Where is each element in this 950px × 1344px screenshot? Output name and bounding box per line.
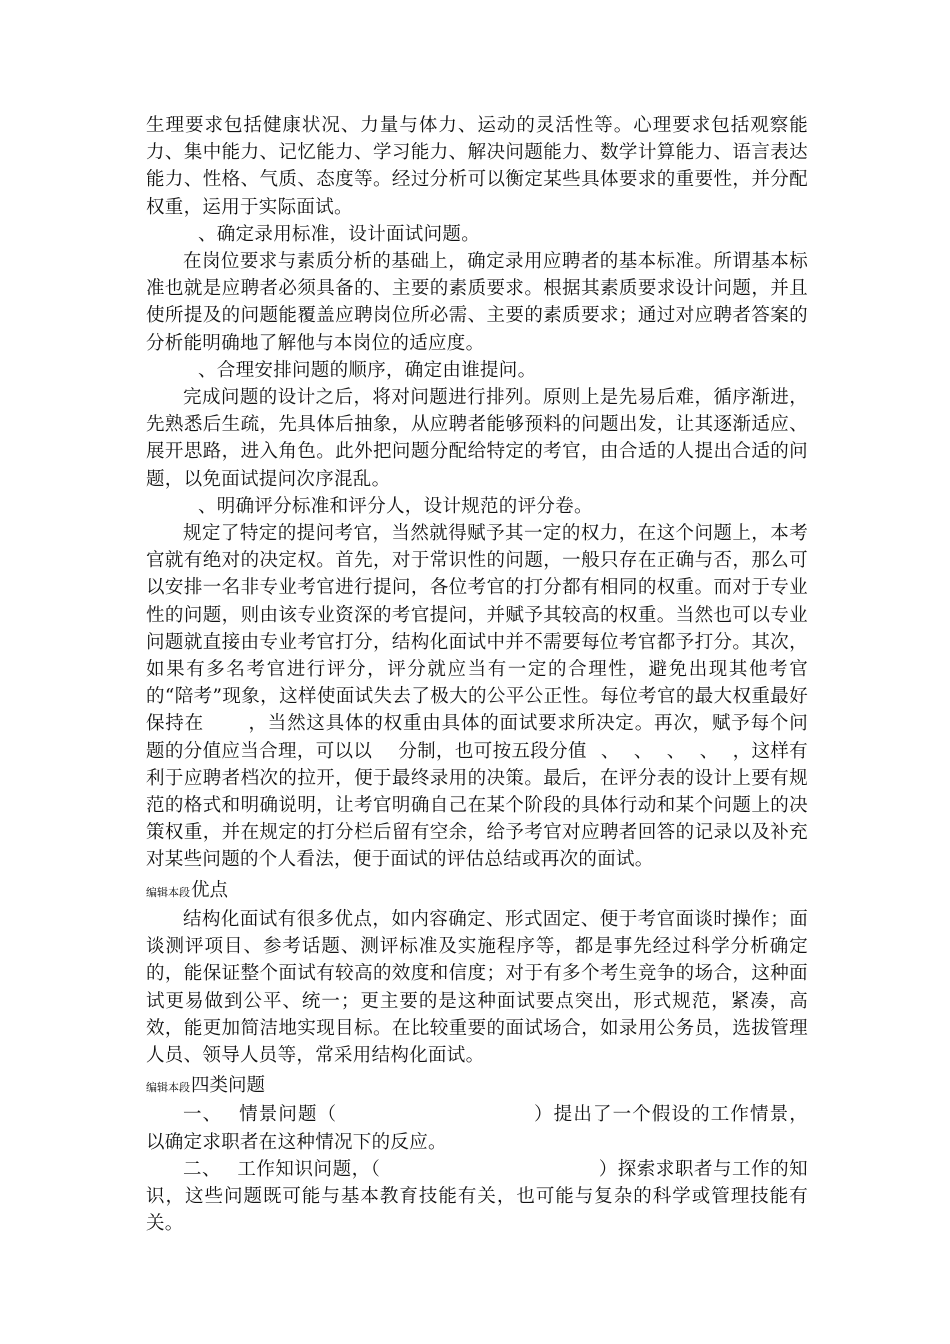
section-heading-advantages (146, 874, 808, 906)
paragraph-criteria: 在岗位要求与素质分析的基础上，确定录用应聘者的基本标准。所谓基本标准也就是应聘者必须具备的、主要的素质要求。根据其素质要求设计问题，并且使所提及的问题能覆盖应聘岗位所必需、主要的素质要求；通过对应聘者答案的分析能明确地了解他与本岗位的适应度。 (146, 251, 808, 354)
question-description: ）探索求职者与工作的知识，这些问题既可能与基本教育技能有关，也可能与复杂的科学或管理技能有关。 (146, 1158, 808, 1235)
paragraph-requirements: 生理要求包括健康状况、力量与体力、运动的灵活性等。心理要求包括观察能力、集中能力、记忆能力、学习能力、解决问题能力、数学计算能力、语言表达能力、性格、气质、态度等。经过分析可以衡定某些具体要求的重要性，并分配权重，运用于实际面试。 (146, 115, 808, 218)
section-heading-four-questions (146, 1069, 808, 1101)
section-title-four-questions: 四类问题 (191, 1075, 266, 1097)
question-description: ）提出了一个假设的工作情景，以确定求职者在这种情况下的反应。 (146, 1104, 808, 1153)
question-label: 情景问题（ (238, 1104, 338, 1126)
scoring-sep-3: 、 (666, 740, 686, 762)
paragraph-order: 完成问题的设计之后，将对问题进行排列。原则上是先易后难，循序渐进，先熟悉后生疏，先具体后抽象，从应聘者能够预料的问题出发，让其逐渐适应、展开思路，进入角色。此外把问题分配给特定的考官，由合适的人提出合适的问题，以免面试提问次序混乱。 (146, 387, 808, 490)
question-number: 一、 (183, 1104, 223, 1126)
question-number: 二、 (183, 1158, 222, 1180)
scoring-sep-2: 、 (633, 740, 653, 762)
edit-section-link[interactable]: 编辑本段 (146, 885, 190, 899)
scoring-sep-1: 、 (600, 740, 620, 762)
question-type-job-knowledge (146, 1156, 808, 1238)
scoring-sep-4: 、 (699, 740, 719, 762)
scoring-text-c: 分制，也可按五段分值 (398, 740, 587, 762)
step-heading-criteria: 、确定录用标准，设计面试问题。 (198, 223, 481, 245)
edit-section-link[interactable]: 编辑本段 (146, 1081, 190, 1095)
paragraph-scoring (146, 520, 808, 874)
scoring-text-b: ，当然这具体的权重由具体的面试要求所决定。再次，赋予每个问题的分值应当合理，可以以 (146, 713, 808, 762)
question-label: 工作知识问题，（ (237, 1158, 381, 1180)
step-heading-scoring: 、明确评分标准和评分人，设计规范的评分卷。 (198, 495, 593, 517)
paragraph-advantages: 结构化面试有很多优点，如内容确定、形式固定、便于考官面谈时操作；面谈测评项目、参考话题、测评标准及实施程序等，都是事先经过科学分析确定的，能保证整个面试有较高的效度和信度；对于有多个考生竞争的场合，这种面试更易做到公平、统一；更主要的是这种面试要点突出，形式规范，紧凑，高效，能更加简洁地实现目标。在比较重要的面试场合，如录用公务员，选拔管理人员、领导人员等，常采用结构化面试。 (146, 908, 808, 1066)
section-title-advantages: 优点 (191, 879, 229, 901)
question-type-situational (146, 1101, 808, 1155)
step-heading-order: 、合理安排问题的顺序，确定由谁提问。 (198, 359, 537, 381)
scoring-text-a: 规定了特定的提问考官，当然就得赋予其一定的权力，在这个问题上，本考官就有绝对的决定权。首先，对于常识性的问题，一般只存在正确与否，那么可以安排一名非专业考官进行提问，各位考官的打分都有相同的权重。而对于专业性的问题，则由该专业资深的考官提问，并赋予其较高的权重。当然也可以专业问题就直接由专业考官打分，结构化面试中并不需要每位考官都予打分。其次，如果有多名考官进行评分，评分就应当有一定的合理性，避免出现其他考官的“陪考”现象，这样使面试失去了极大的公平公正性。每位考官的最大权重最好保持在 (146, 523, 808, 735)
scoring-text-e: ，这样有利于应聘者档次的拉开，便于最终录用的决策。最后，在评分表的设计上要有规范的格式和明确说明，让考官明确自己在某个阶段的具体行动和某个问题上的决策权重，并在规定的打分栏后留有空余，给予考官对应聘者回答的记录以及补充对某些问题的个人看法，便于面试的评估总结或再次的面试。 (146, 740, 808, 871)
document-page (146, 112, 808, 1237)
